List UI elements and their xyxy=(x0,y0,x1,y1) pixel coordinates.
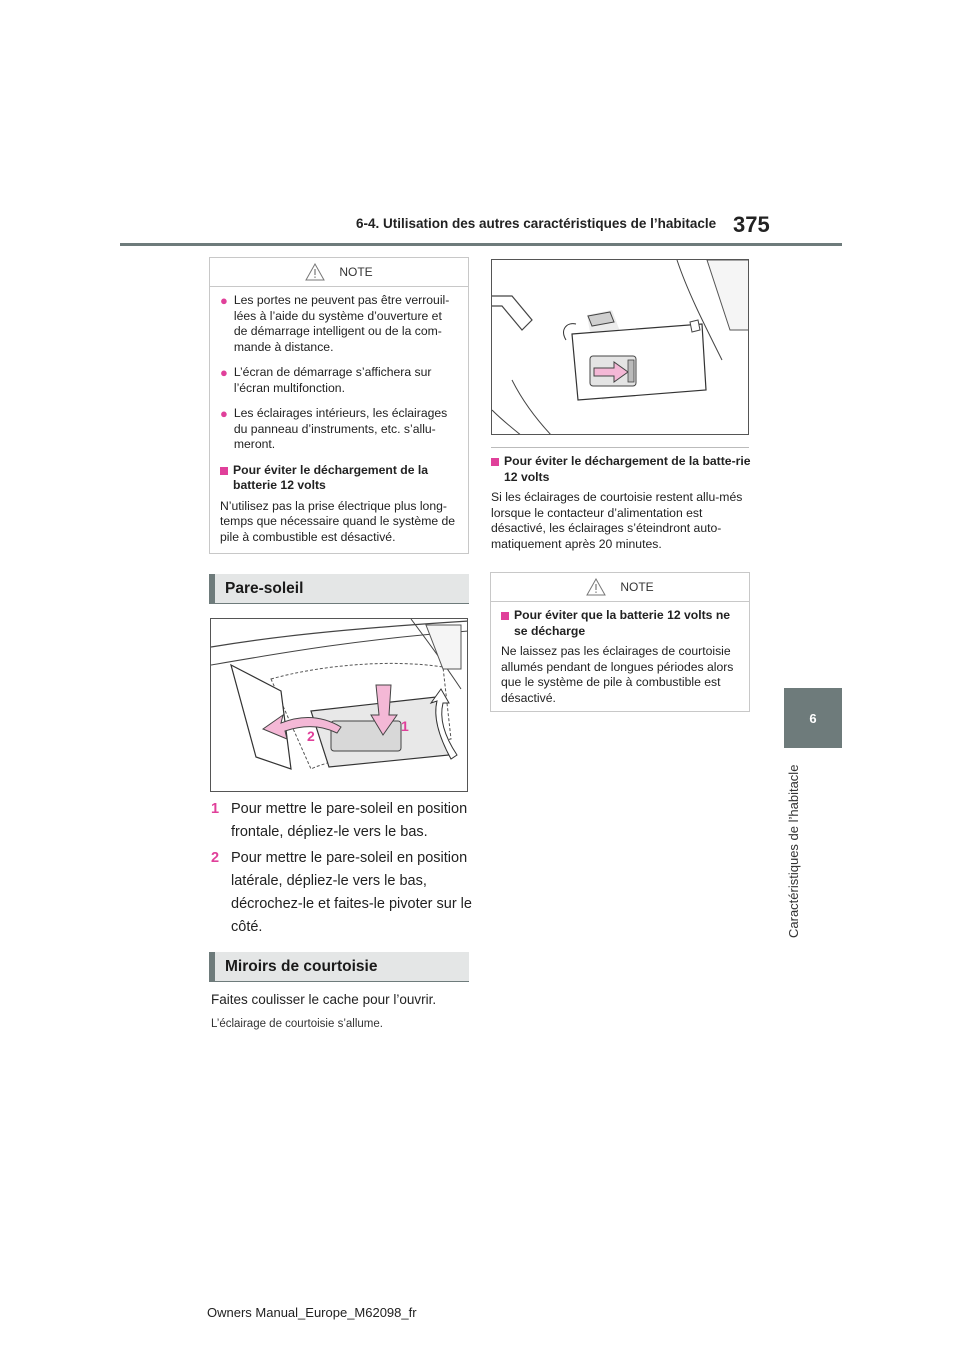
bullet-circle-icon: ● xyxy=(220,365,228,380)
warning-triangle-icon xyxy=(305,263,325,281)
battery-subheading-text: Pour éviter le déchargement de la batte-rie 12 volts xyxy=(504,454,751,484)
list-item xyxy=(220,365,458,396)
note-bullet-text: Les portes ne peuvent pas être verrouil-lées à l’aide du système d’ouverture et de démarrage intelligent ou de la com-mande à distance. xyxy=(233,293,450,354)
mirror-note: L’éclairage de courtoisie s’allume. xyxy=(211,1018,383,1030)
vanity-mirror-drawing xyxy=(492,260,749,435)
page-number: 375 xyxy=(733,212,770,237)
square-bullet-icon xyxy=(220,467,228,475)
section-heading-mirrors: Miroirs de courtoisie xyxy=(209,952,469,982)
warning-triangle-icon xyxy=(586,578,606,596)
header-divider xyxy=(120,243,842,246)
note-paragraph: Ne laissez pas les éclairages de courtoisie allumés pendant de longues périodes alors que le système de pile à combustible est désactivé. xyxy=(501,644,734,705)
note-label: NOTE xyxy=(620,580,654,594)
note-label: NOTE xyxy=(339,265,373,279)
bullet-circle-icon: ● xyxy=(220,406,228,421)
bullet-circle-icon: ● xyxy=(220,293,228,308)
note-paragraph: N’utilisez pas la prise électrique plus long-temps que nécessaire quand le système de pile à combustible est désactivé. xyxy=(220,498,456,544)
square-bullet-icon xyxy=(491,458,499,466)
callout-2: 2 xyxy=(307,728,315,744)
square-bullet-icon xyxy=(501,612,509,620)
battery-subheading xyxy=(491,454,753,485)
note-header xyxy=(210,258,468,287)
callout-1: 1 xyxy=(401,718,409,734)
step-text: Pour mettre le pare-soleil en position frontale, dépliez-le vers le bas. xyxy=(231,801,468,840)
chapter-tab: 6 xyxy=(784,688,842,748)
chapter-title-text: Caractéristiques de l’habitacle xyxy=(786,764,801,938)
list-item xyxy=(211,798,473,844)
note-bullet-text: Les éclairages intérieurs, les éclairages du panneau d’instruments, etc. s’allu-meront. xyxy=(233,406,448,451)
note-box-1 xyxy=(209,257,469,554)
sunvisor-illustration xyxy=(210,618,468,792)
section-heading-sunvisor: Pare-soleil xyxy=(209,574,469,604)
note-box-2 xyxy=(490,572,750,712)
chapter-title xyxy=(786,758,806,938)
step-text: Pour mettre le pare-soleil en position latérale, dépliez-le vers le bas, décrochez-le et faites-le pivoter sur le côté. xyxy=(231,850,472,935)
step-number: 2 xyxy=(211,850,220,866)
mirror-instruction: Faites coulisser le cache pour l’ouvrir. xyxy=(211,992,437,1007)
right-column-divider xyxy=(491,447,749,448)
battery-paragraph: Si les éclairages de courtoisie restent allu-més lorsque le contacteur d’alimentation est désactivé, les éclairages s’éteindront auto-matiquement après 20 minutes. xyxy=(491,490,743,551)
vanity-mirror-illustration xyxy=(491,259,749,435)
note-bullet-text: L’écran de démarrage s’affichera sur l’écran multifonction. xyxy=(233,365,432,395)
list-item xyxy=(220,293,458,355)
sunvisor-drawing xyxy=(211,619,468,792)
note-subheading xyxy=(501,608,739,639)
header-section-title: 6-4. Utilisation des autres caractéristiques de l’habitacle xyxy=(356,216,717,231)
list-item xyxy=(220,406,458,453)
battery-section xyxy=(491,454,753,552)
section-rule xyxy=(209,603,469,604)
note-subheading-text: Pour éviter que la batterie 12 volts ne se décharge xyxy=(514,608,731,638)
section-rule xyxy=(209,981,469,982)
note-subheading-text: Pour éviter le déchargement de la batterie 12 volts xyxy=(233,462,429,492)
footer-document-id: Owners Manual_Europe_M62098_fr xyxy=(207,1305,417,1320)
step-number: 1 xyxy=(211,801,220,817)
list-item xyxy=(211,847,473,939)
sunvisor-steps xyxy=(211,798,473,939)
note-header xyxy=(491,573,749,602)
note-subheading xyxy=(220,463,458,494)
